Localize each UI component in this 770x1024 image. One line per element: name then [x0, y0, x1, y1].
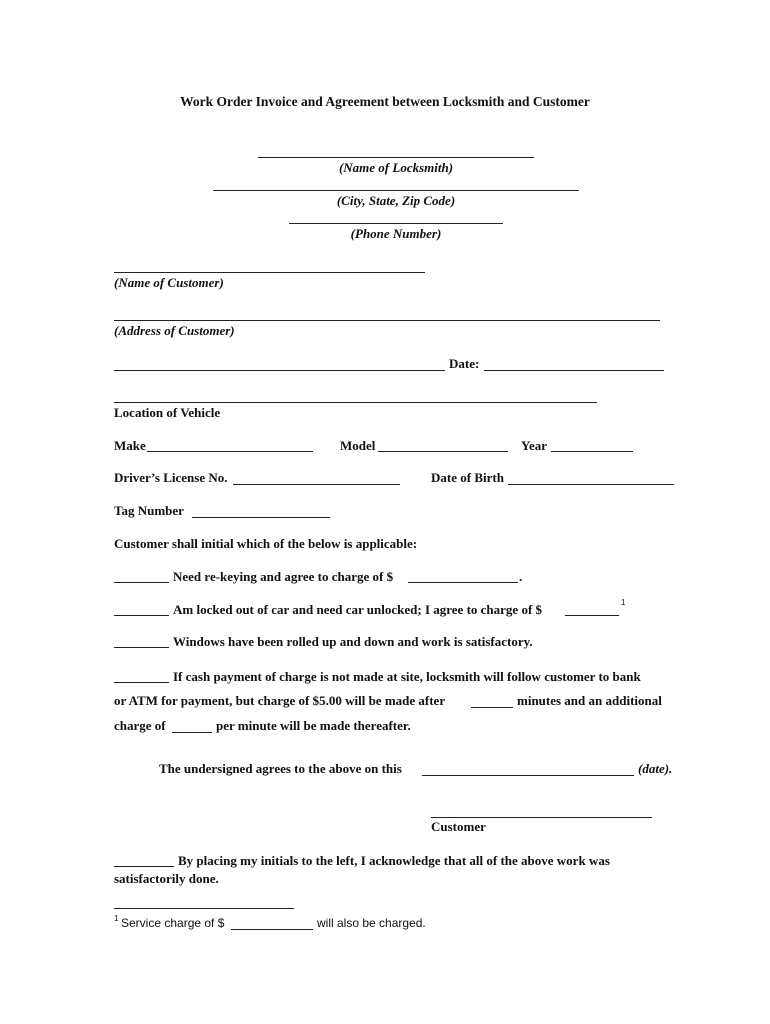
footnote-text-b: will also be charged. — [317, 916, 426, 930]
cash-line-3b: per minute will be made thereafter. — [216, 718, 411, 733]
acknowledgement-line-2: satisfactorily done. — [114, 871, 219, 886]
model-line[interactable] — [378, 451, 508, 452]
customer-name-line[interactable] — [114, 272, 425, 273]
license-label: Driver’s License No. — [114, 470, 228, 485]
customer-address-label: (Address of Customer) — [114, 323, 235, 338]
windows-text: Windows have been rolled up and down and work is satisfactory. — [173, 634, 533, 649]
footnote-service-charge-line[interactable] — [231, 929, 313, 930]
vehicle-location-label: Location of Vehicle — [114, 405, 221, 420]
rekey-end: . — [519, 569, 523, 584]
rekey-text: Need re-keying and agree to charge of $ — [173, 569, 394, 584]
locksmith-name-label: (Name of Locksmith) — [338, 160, 454, 175]
customer-name-label: (Name of Customer) — [114, 275, 224, 290]
agreement-date-label: (date). — [638, 761, 673, 776]
customer-signature-line[interactable] — [431, 817, 652, 818]
customer-address-line[interactable] — [114, 320, 660, 321]
dob-label: Date of Birth — [431, 470, 504, 485]
customer-signature-label: Customer — [431, 819, 486, 834]
lockout-text: Am locked out of car and need car unlocked; I agree to charge of $ — [173, 602, 543, 617]
lockout-initial-line[interactable] — [114, 615, 169, 616]
dob-line[interactable] — [508, 484, 674, 485]
date-line[interactable] — [484, 370, 664, 371]
locksmith-city-line[interactable] — [213, 190, 579, 191]
rekey-charge-line[interactable] — [408, 582, 518, 583]
date-label: Date: — [449, 356, 480, 371]
cash-initial-line[interactable] — [114, 682, 169, 683]
year-line[interactable] — [551, 451, 633, 452]
vehicle-location-line[interactable] — [114, 402, 597, 403]
make-line[interactable] — [147, 451, 313, 452]
locksmith-city-label: (City, State, Zip Code) — [336, 193, 456, 208]
rekey-initial-line[interactable] — [114, 582, 169, 583]
locksmith-name-line[interactable] — [258, 157, 534, 158]
tag-line[interactable] — [192, 517, 330, 518]
locksmith-phone-label: (Phone Number) — [350, 226, 442, 241]
make-label: Make — [114, 438, 146, 453]
footnote-separator — [114, 908, 294, 909]
agreement-date-line[interactable] — [422, 775, 634, 776]
cash-minutes-line[interactable] — [471, 707, 513, 708]
agreement-text: The undersigned agrees to the above on this — [159, 761, 402, 776]
lockout-charge-line[interactable] — [565, 615, 619, 616]
windows-initial-line[interactable] — [114, 647, 169, 648]
locksmith-phone-line[interactable] — [289, 223, 503, 224]
cash-line-3a: charge of — [114, 718, 166, 733]
cash-line-2a: or ATM for payment, but charge of $5.00 will be made after — [114, 693, 446, 708]
acknowledgement-initial-line[interactable] — [114, 866, 174, 867]
cash-per-minute-line[interactable] — [172, 732, 212, 733]
cash-line-2b: minutes and an additional — [517, 693, 662, 708]
lockout-footnote-mark: 1 — [621, 598, 626, 607]
acknowledgement-line-1: By placing my initials to the left, I acknowledge that all of the above work was — [178, 853, 610, 868]
initials-instruction: Customer shall initial which of the below is applicable: — [114, 536, 418, 551]
footnote-text-a: Service charge of $ — [121, 916, 225, 930]
footnote-mark: 1 — [114, 914, 119, 923]
tag-label: Tag Number — [114, 503, 184, 518]
document-title: Work Order Invoice and Agreement between Locksmith and Customer — [180, 94, 590, 109]
year-label: Year — [521, 438, 547, 453]
license-line[interactable] — [233, 484, 400, 485]
customer-extra-line[interactable] — [114, 370, 445, 371]
model-label: Model — [340, 438, 376, 453]
cash-line-1: If cash payment of charge is not made at site, locksmith will follow customer to bank — [173, 669, 641, 684]
